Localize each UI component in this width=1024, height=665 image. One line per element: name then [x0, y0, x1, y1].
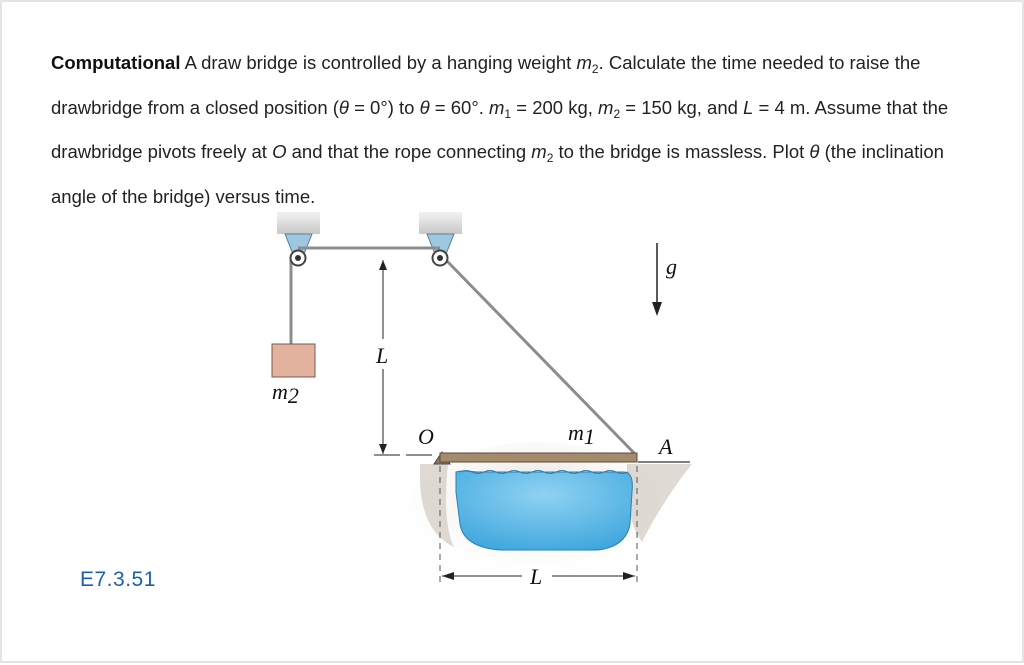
text-span: = 200 kg, — [511, 96, 599, 118]
gravity-arrow-head — [652, 302, 662, 316]
var-m2: $m_2$ — [598, 96, 621, 121]
dimension-arrow-bottom — [379, 444, 387, 454]
text-span: = 60°. — [429, 96, 489, 118]
text-span: to the bridge is massless. Plot — [553, 141, 810, 162]
var-m2: $m_2$ — [576, 52, 599, 76]
text-span: and that the rope connecting — [286, 141, 532, 162]
drawbridge-figure — [2, 2, 1024, 665]
bridge-deck — [440, 453, 637, 462]
ceiling-mount-right — [419, 212, 462, 234]
var-theta: θ — [419, 96, 430, 118]
problem-lead: Computational — [51, 52, 181, 73]
dimension-arrow-left — [442, 572, 454, 580]
dimension-arrow-top — [379, 260, 387, 270]
label-L-horizontal: L — [530, 564, 543, 589]
text-span: A draw bridge is controlled by a hanging weight — [180, 52, 577, 73]
pulley-left-hub — [295, 255, 301, 261]
text-span: = 4 m. Assume that the drawbridge pivots freely at — [51, 96, 949, 162]
label-A: A — [659, 434, 673, 459]
label-L-vertical: L — [376, 343, 389, 368]
label-m2: m2 — [272, 379, 299, 408]
var-theta: θ — [338, 96, 349, 118]
dimension-arrow-right — [623, 572, 635, 580]
ceiling-mount-left — [277, 212, 320, 234]
pulley-right-hub — [437, 255, 443, 261]
var-L: L — [743, 96, 754, 118]
text-span: (the inclination angle of the bridge) versus time. — [51, 141, 944, 207]
var-O: O — [272, 141, 287, 162]
text-span: . Calculate the time needed to raise the drawbridge from a closed position ( — [51, 52, 921, 118]
moat-water — [456, 471, 632, 550]
mass-m2-block — [272, 344, 315, 377]
label-O: O — [418, 424, 434, 449]
var-m1: $m_1$ — [489, 96, 512, 121]
label-g: g — [666, 254, 677, 279]
var-m2: $m_2$ — [531, 141, 554, 165]
problem-id: E7.3.51 — [80, 568, 156, 591]
var-theta: θ — [809, 141, 820, 162]
label-m1: m1 — [568, 420, 595, 449]
text-span: = 0°) to — [348, 96, 420, 118]
rope-to-bridge — [446, 260, 636, 455]
text-span: = 150 kg, and — [620, 96, 744, 118]
